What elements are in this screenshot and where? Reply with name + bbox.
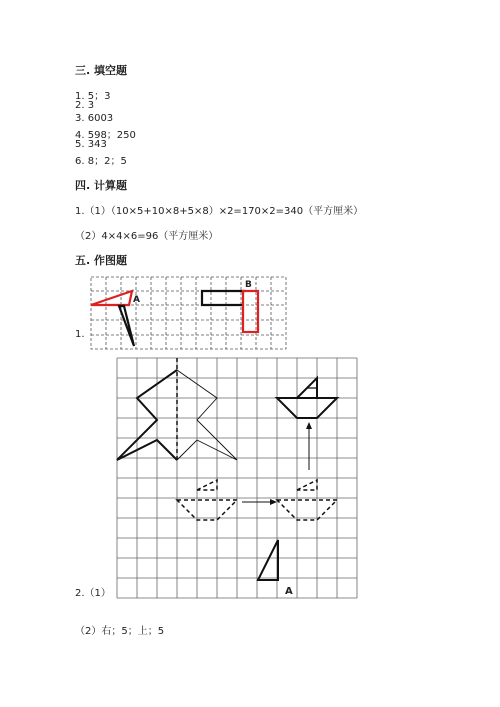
triangle-a [258,540,278,580]
figure-1-number: 1. [75,329,85,340]
figure-2-number: 2.（1） [75,588,111,599]
dashed-boat-right-hull [277,500,337,520]
answer-line-3: 3. 6003 [75,113,114,124]
answer-line-1: 1. 5；3 [75,91,111,102]
drawing-answer-2: （2）右；5；上；5 [75,626,165,637]
answer-line-4: 4. 598；250 [75,130,136,141]
mirrored-half-shape [177,370,237,460]
dashed-boat-left-hull [177,500,237,520]
section-heading-fill-blank: 三. 填空题 [75,64,128,77]
boat-hull [277,398,337,418]
answer-line-5: 5. 343 [75,139,107,150]
fig1-label-b: B [245,280,252,290]
answer-line-6: 6. 8；2；5 [75,156,127,167]
dashed-boat-right-sail [297,480,317,490]
fig1-label-a: A [133,295,140,305]
section-heading-calculation: 四. 计算题 [75,179,128,192]
calc-answer-2: （2）4×4×6=96（平方厘米） [75,231,219,242]
original-half-shape [117,370,177,460]
answer-line-2: 2. 3 [75,100,95,111]
section-heading-drawing: 五. 作图题 [75,254,128,267]
calc-answer-1: 1.（1）（10×5+10×8+5×8）×2=170×2=340（平方厘米） [75,206,364,217]
fig2-label-a: A [285,586,293,597]
dashed-boat-left-sail [197,480,217,490]
